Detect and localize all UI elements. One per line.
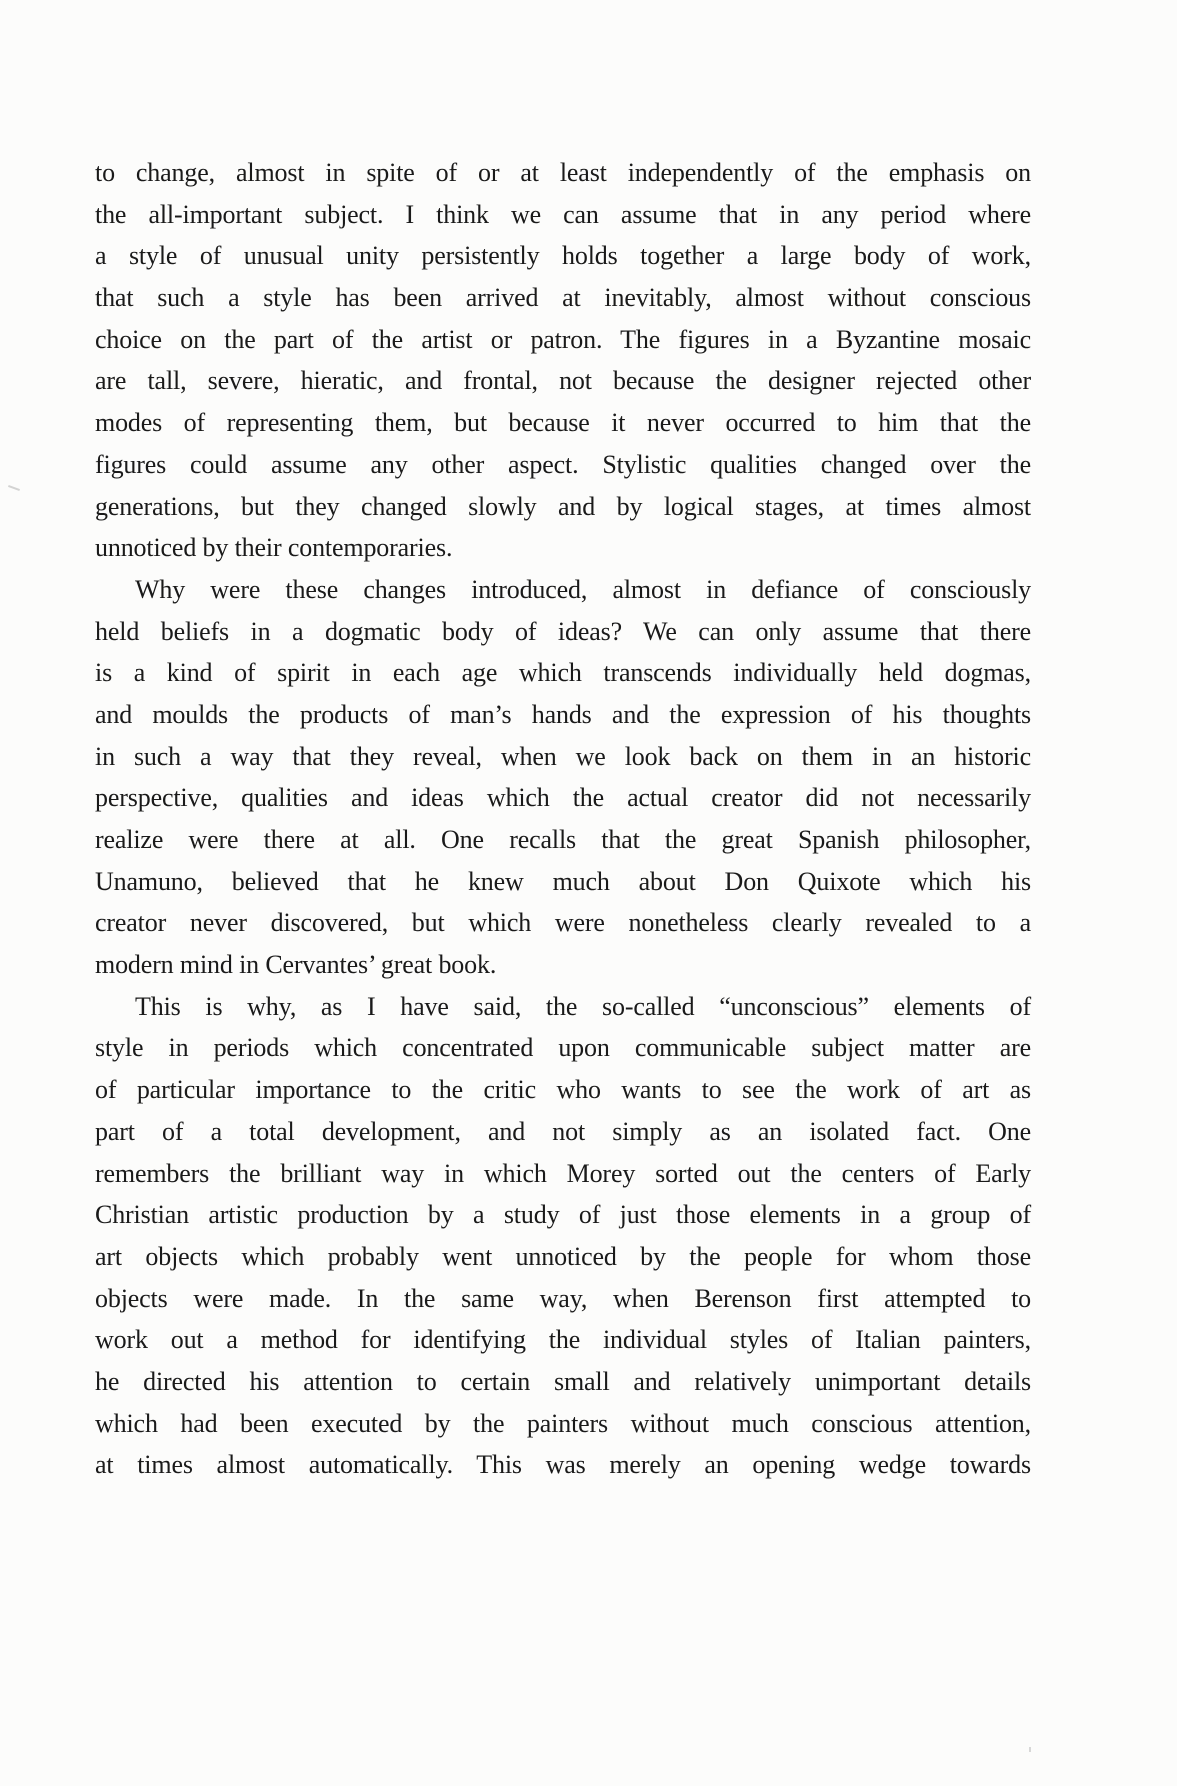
- text-line: objects were made. In the same way, when Berenson first attempted to: [95, 1283, 1031, 1313]
- text-line: Unamuno, believed that he knew much about Don Quixote which his: [95, 866, 1031, 896]
- text-line: a style of unusual unity persistently holds together a large body of work,: [95, 241, 1031, 271]
- text-line: unnoticed by their contemporaries.: [95, 533, 453, 563]
- paragraph-3: [95, 986, 1031, 1486]
- text-line: modern mind in Cervantes’ great book.: [95, 950, 497, 980]
- paragraph-2: [95, 569, 1031, 986]
- text-line: creator never discovered, but which were nonetheless clearly revealed to a: [95, 908, 1031, 938]
- scan-mark: [8, 485, 20, 491]
- text-line: are tall, severe, hieratic, and frontal, not because the designer rejected other: [95, 366, 1031, 396]
- text-line: This is why, as I have said, the so-called “unconscious” elements of: [135, 991, 1031, 1021]
- text-line: choice on the part of the artist or patron. The figures in a Byzantine mosaic: [95, 324, 1031, 354]
- text-line: at times almost automatically. This was merely an opening wedge towards: [95, 1450, 1031, 1480]
- body-text: [95, 152, 1031, 1486]
- scan-speck: [1029, 1747, 1031, 1752]
- text-line: part of a total development, and not simply as an isolated fact. One: [95, 1116, 1031, 1146]
- text-line: which had been executed by the painters without much conscious attention,: [95, 1408, 1031, 1438]
- text-line: realize were there at all. One recalls that the great Spanish philosopher,: [95, 825, 1031, 854]
- text-line: in such a way that they reveal, when we look back on them in an historic: [95, 741, 1031, 771]
- text-line: that such a style has been arrived at inevitably, almost without conscious: [95, 283, 1031, 313]
- text-line: remembers the brilliant way in which Morey sorted out the centers of Early: [95, 1158, 1031, 1188]
- text-line: modes of representing them, but because it never occurred to him that the: [95, 408, 1031, 438]
- text-line: the all-important subject. I think we can assume that in any period where: [95, 199, 1031, 229]
- text-line: and moulds the products of man’s hands and the expression of his thoughts: [95, 699, 1031, 729]
- text-line: figures could assume any other aspect. Stylistic qualities changed over the: [95, 449, 1031, 479]
- paragraph-1: [95, 152, 1031, 569]
- text-line: perspective, qualities and ideas which the actual creator did not necessarily: [95, 783, 1031, 813]
- text-line: style in periods which concentrated upon communicable subject matter are: [95, 1033, 1031, 1063]
- text-line: he directed his attention to certain small and relatively unimportant details: [95, 1366, 1031, 1396]
- text-line: Why were these changes introduced, almost in defiance of consciously: [135, 574, 1031, 604]
- text-line: is a kind of spirit in each age which transcends individually held dogmas,: [95, 658, 1031, 688]
- text-line: art objects which probably went unnoticed by the people for whom those: [95, 1241, 1031, 1271]
- text-line: to change, almost in spite of or at least independently of the emphasis on: [95, 158, 1031, 187]
- text-line: Christian artistic production by a study of just those elements in a group of: [95, 1200, 1031, 1230]
- text-line: generations, but they changed slowly and by logical stages, at times almost: [95, 491, 1031, 521]
- text-line: held beliefs in a dogmatic body of ideas? We can only assume that there: [95, 616, 1031, 646]
- text-line: work out a method for identifying the individual styles of Italian painters,: [95, 1325, 1031, 1355]
- text-line: of particular importance to the critic who wants to see the work of art as: [95, 1075, 1031, 1105]
